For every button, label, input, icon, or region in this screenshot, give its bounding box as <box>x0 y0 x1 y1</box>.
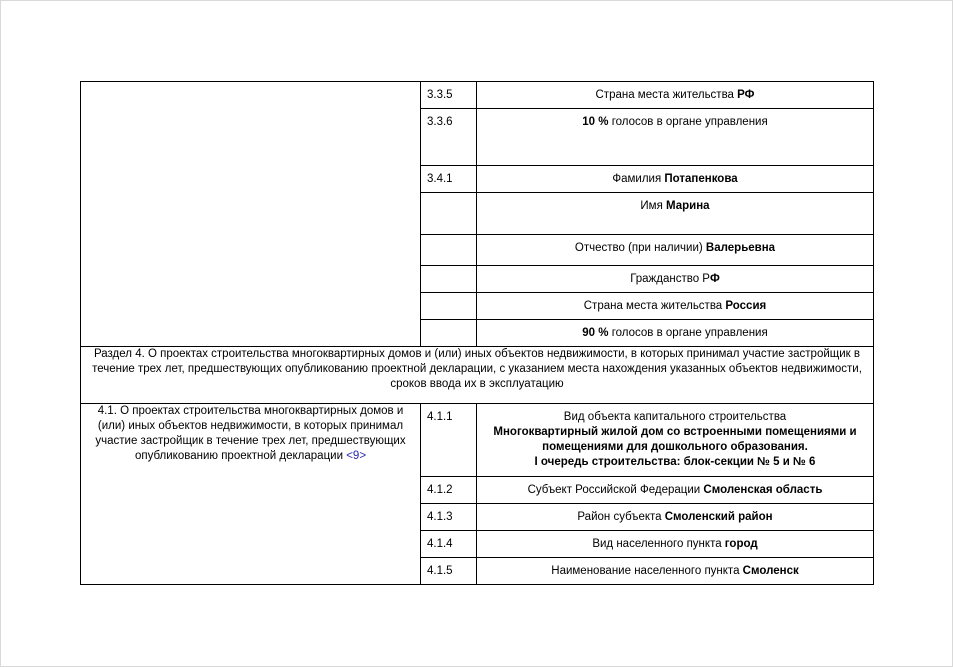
row-value: Валерьевна <box>705 242 776 254</box>
row-value: Смоленская область <box>703 484 823 496</box>
row-number: 3.3.6 <box>421 109 477 166</box>
row-value: город <box>724 538 758 550</box>
row-label: голосов в органе управления <box>608 327 768 339</box>
row-label: Отчество (при наличии) <box>574 242 706 254</box>
footnote-reference[interactable]: <9> <box>346 450 367 462</box>
block-description-text: 4.1. О проектах строительства многоквартирных домов и (или) иных объектов недвижимости, в которых принимал участие застройщик в течение трех лет, предшествующих опубликованию проектной декларации <box>95 405 406 462</box>
row-number: 3.4.1 <box>421 166 477 193</box>
row-value: Многоквартирный жилой дом со встроенными помещениями и помещениями для дошкольного образования. <box>493 426 857 453</box>
row-content <box>477 235 874 266</box>
row-content <box>477 320 874 347</box>
row-label: Страна места жительства <box>595 89 738 101</box>
row-value: 90 % <box>582 327 609 339</box>
row-number <box>421 235 477 266</box>
table-row <box>81 404 874 477</box>
row-value-secondary: I очередь строительства: блок-секции № 5 и № 6 <box>534 456 816 468</box>
row-value: РФ <box>737 89 755 101</box>
row-number <box>421 266 477 293</box>
row-number: 4.1.5 <box>421 558 477 585</box>
row-label: Страна места жительства <box>583 300 726 312</box>
row-value: Потапенкова <box>664 173 738 185</box>
row-number: 4.1.2 <box>421 477 477 504</box>
row-label: голосов в органе управления <box>608 116 768 128</box>
row-label: Район субъекта <box>577 511 665 523</box>
row-label: Имя <box>640 200 667 212</box>
row-content <box>477 166 874 193</box>
block-description <box>81 404 421 585</box>
row-value: Смоленск <box>742 565 799 577</box>
row-number <box>421 193 477 235</box>
row-number: 3.3.5 <box>421 82 477 109</box>
row-content <box>477 558 874 585</box>
section-heading: Раздел 4. О проектах строительства многоквартирных домов и (или) иных объектов недвижимости, в которых принимал участие застройщик в течение трех лет, предшествующих опубликованию проектной декларации, с указанием места нахождения указанных объектов недвижимости, сроков ввода их в эксплуатацию <box>81 347 874 404</box>
row-content <box>477 404 874 477</box>
row-value: 10 % <box>582 116 609 128</box>
row-value: Россия <box>725 300 767 312</box>
row-content <box>477 266 874 293</box>
row-value: Марина <box>666 200 710 212</box>
declaration-table <box>80 81 874 585</box>
row-content <box>477 477 874 504</box>
row-content <box>477 109 874 166</box>
row-content <box>477 504 874 531</box>
row-content <box>477 293 874 320</box>
row-label: Вид населенного пункта <box>592 538 725 550</box>
row-number: 4.1.4 <box>421 531 477 558</box>
table-row <box>81 82 874 109</box>
row-value: Ф <box>709 273 720 285</box>
row-content <box>477 531 874 558</box>
row-label: Гражданство Р <box>630 273 710 285</box>
row-number: 4.1.3 <box>421 504 477 531</box>
row-number <box>421 293 477 320</box>
row-content <box>477 193 874 235</box>
row-content <box>477 82 874 109</box>
row-number: 4.1.1 <box>421 404 477 477</box>
row-label: Вид объекта капитального строительства <box>563 411 787 423</box>
row-label: Субъект Российской Федерации <box>527 484 704 496</box>
row-label: Фамилия <box>612 173 665 185</box>
section-heading-row <box>81 347 874 404</box>
empty-left-cell <box>81 82 421 347</box>
row-value: Смоленский район <box>664 511 773 523</box>
row-number <box>421 320 477 347</box>
row-label: Наименование населенного пункта <box>551 565 743 577</box>
